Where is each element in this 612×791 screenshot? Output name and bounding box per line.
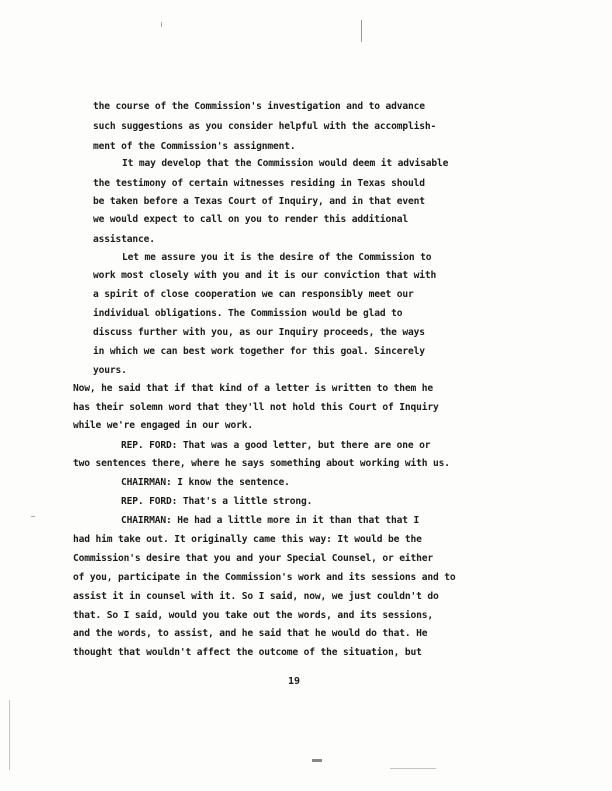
text-line: Let me assure you it is the desire of the Commission to xyxy=(122,252,432,263)
text-line: be taken before a Texas Court of Inquiry, and in that event xyxy=(93,196,425,207)
text-line: CHAIRMAN: I know the sentence. xyxy=(121,477,290,488)
text-line: the testimony of certain witnesses residing in Texas should xyxy=(93,178,425,189)
text-line: of you, participate in the Commission's work and its sessions and to xyxy=(73,572,456,583)
text-line: REP. FORD: That was a good letter, but there are one or xyxy=(121,440,431,451)
text-line: work most closely with you and it is our conviction that with xyxy=(93,270,437,281)
page-number: 19 xyxy=(288,676,301,687)
text-line: It may develop that the Commission would deem it advisable xyxy=(122,158,449,169)
text-line: CHAIRMAN: He had a little more in it than that that I xyxy=(121,515,420,526)
text-line: assistance. xyxy=(93,234,155,245)
text-line: REP. FORD: That's a little strong. xyxy=(121,496,313,507)
text-line: Now, he said that if that kind of a letter is written to them he xyxy=(73,383,434,394)
text-line: we would expect to call on you to render this additional xyxy=(93,214,409,225)
text-line: yours. xyxy=(93,365,127,376)
text-line: that. So I said, would you take out the words, and its sessions, xyxy=(73,610,434,621)
scan-mark xyxy=(161,22,162,27)
text-line: and the words, to assist, and he said that he would do that. He xyxy=(73,628,428,639)
text-line: assist it in counsel with it. So I said, now, we just couldn't do xyxy=(73,591,439,602)
text-line: two sentences there, where he says something about working with us. xyxy=(73,458,450,469)
text-line: has their solemn word that they'll not hold this Court of Inquiry xyxy=(73,402,439,413)
text-line: the course of the Commission's investigation and to advance xyxy=(93,101,425,112)
scan-mark xyxy=(312,759,322,762)
scan-mark xyxy=(9,700,10,770)
text-line: individual obligations. The Commission would be glad to xyxy=(93,308,403,319)
text-line: had him take out. It originally came this way: It would be the xyxy=(73,534,422,545)
scan-mark xyxy=(361,20,362,42)
text-line: discuss further with you, as our Inquiry proceeds, the ways xyxy=(93,327,425,338)
text-line: Commission's desire that you and your Special Counsel, or either xyxy=(73,553,434,564)
text-line: ment of the Commission's assignment. xyxy=(93,141,296,152)
scan-mark xyxy=(31,516,35,517)
text-line: a spirit of close cooperation we can responsibly meet our xyxy=(93,289,414,300)
text-line: while we're engaged in our work. xyxy=(73,420,254,431)
text-line: in which we can best work together for this goal. Sincerely xyxy=(93,346,425,357)
text-line: such suggestions as you consider helpful with the accomplish- xyxy=(93,121,437,132)
text-line: thought that wouldn't affect the outcome of the situation, but xyxy=(73,647,422,658)
scan-mark xyxy=(390,768,436,769)
